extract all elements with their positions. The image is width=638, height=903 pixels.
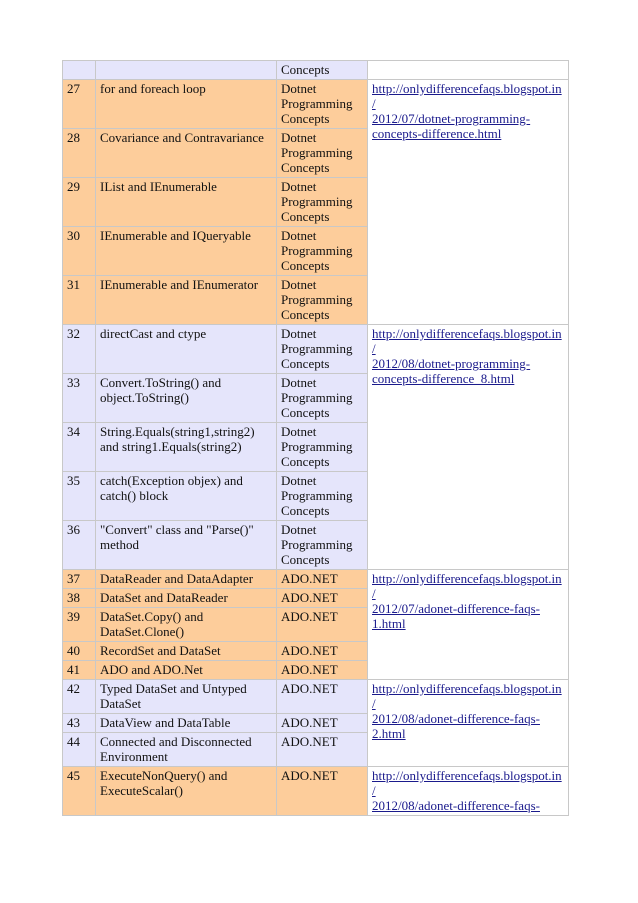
category-cell: ADO.NET — [277, 642, 368, 661]
row-number-cell: 39 — [63, 608, 96, 642]
row-number-cell: 44 — [63, 733, 96, 767]
topic-cell: Covariance and Contravariance — [96, 129, 277, 178]
row-number-cell: 29 — [63, 178, 96, 227]
topic-cell: IEnumerable and IQueryable — [96, 227, 277, 276]
table-row — [63, 767, 569, 816]
category-cell: Dotnet Programming Concepts — [277, 227, 368, 276]
faq-table-body — [63, 61, 569, 816]
link-cell — [368, 325, 569, 570]
faq-table — [62, 60, 569, 816]
category-cell: Dotnet Programming Concepts — [277, 472, 368, 521]
link-cell — [368, 61, 569, 80]
category-cell: Dotnet Programming Concepts — [277, 178, 368, 227]
link-cell — [368, 767, 569, 816]
topic-cell: Convert.ToString() and object.ToString() — [96, 374, 277, 423]
category-cell: ADO.NET — [277, 733, 368, 767]
row-number-cell: 42 — [63, 680, 96, 714]
reference-link[interactable]: http://onlydifferencefaqs.blogspot.in/ 2012/08/adonet-difference-faqs- 2.html — [372, 681, 562, 741]
row-number-cell: 27 — [63, 80, 96, 129]
table-row — [63, 680, 569, 714]
category-cell: Dotnet Programming Concepts — [277, 374, 368, 423]
topic-cell: catch(Exception objex) and catch() block — [96, 472, 277, 521]
row-number-cell: 40 — [63, 642, 96, 661]
row-number-cell: 43 — [63, 714, 96, 733]
topic-cell: DataView and DataTable — [96, 714, 277, 733]
topic-cell: ADO and ADO.Net — [96, 661, 277, 680]
category-cell: ADO.NET — [277, 767, 368, 816]
category-cell: ADO.NET — [277, 608, 368, 642]
table-row — [63, 570, 569, 589]
row-number-cell: 33 — [63, 374, 96, 423]
row-number-cell: 28 — [63, 129, 96, 178]
row-number-cell: 30 — [63, 227, 96, 276]
link-cell — [368, 570, 569, 680]
row-number-cell: 38 — [63, 589, 96, 608]
topic-cell: directCast and ctype — [96, 325, 277, 374]
topic-cell: IList and IEnumerable — [96, 178, 277, 227]
topic-cell: IEnumerable and IEnumerator — [96, 276, 277, 325]
table-row — [63, 325, 569, 374]
topic-cell — [96, 61, 277, 80]
row-number-cell: 41 — [63, 661, 96, 680]
topic-cell: DataReader and DataAdapter — [96, 570, 277, 589]
category-cell: ADO.NET — [277, 661, 368, 680]
category-cell: Dotnet Programming Concepts — [277, 276, 368, 325]
category-cell: ADO.NET — [277, 570, 368, 589]
topic-cell: Connected and Disconnected Environment — [96, 733, 277, 767]
topic-cell: DataSet.Copy() and DataSet.Clone() — [96, 608, 277, 642]
topic-cell: "Convert" class and "Parse()" method — [96, 521, 277, 570]
row-number-cell: 34 — [63, 423, 96, 472]
topic-cell: String.Equals(string1,string2) and string1.Equals(string2) — [96, 423, 277, 472]
topic-cell: Typed DataSet and Untyped DataSet — [96, 680, 277, 714]
row-number-cell: 35 — [63, 472, 96, 521]
topic-cell: for and foreach loop — [96, 80, 277, 129]
reference-link[interactable]: http://onlydifferencefaqs.blogspot.in/ 2012/07/adonet-difference-faqs- 1.html — [372, 571, 562, 631]
reference-link[interactable]: http://onlydifferencefaqs.blogspot.in/ 2012/07/dotnet-programming- concepts-difference.html — [372, 81, 562, 141]
table-row — [63, 80, 569, 129]
row-number-cell: 45 — [63, 767, 96, 816]
row-number-cell: 36 — [63, 521, 96, 570]
topic-cell: DataSet and DataReader — [96, 589, 277, 608]
row-number-cell: 31 — [63, 276, 96, 325]
reference-link[interactable]: http://onlydifferencefaqs.blogspot.in/ 2012/08/dotnet-programming- concepts-difference_8.html — [372, 326, 562, 386]
category-cell: Dotnet Programming Concepts — [277, 521, 368, 570]
topic-cell: ExecuteNonQuery() and ExecuteScalar() — [96, 767, 277, 816]
category-cell: Dotnet Programming Concepts — [277, 325, 368, 374]
category-cell: Concepts — [277, 61, 368, 80]
category-cell: Dotnet Programming Concepts — [277, 129, 368, 178]
row-number-cell: 32 — [63, 325, 96, 374]
category-cell: ADO.NET — [277, 680, 368, 714]
category-cell: Dotnet Programming Concepts — [277, 80, 368, 129]
link-cell — [368, 80, 569, 325]
row-number-cell — [63, 61, 96, 80]
link-cell — [368, 680, 569, 767]
category-cell: ADO.NET — [277, 589, 368, 608]
row-number-cell: 37 — [63, 570, 96, 589]
reference-link[interactable]: http://onlydifferencefaqs.blogspot.in/ 2012/08/adonet-difference-faqs- — [372, 768, 562, 813]
category-cell: Dotnet Programming Concepts — [277, 423, 368, 472]
category-cell: ADO.NET — [277, 714, 368, 733]
topic-cell: RecordSet and DataSet — [96, 642, 277, 661]
table-row-continuation — [63, 61, 569, 80]
